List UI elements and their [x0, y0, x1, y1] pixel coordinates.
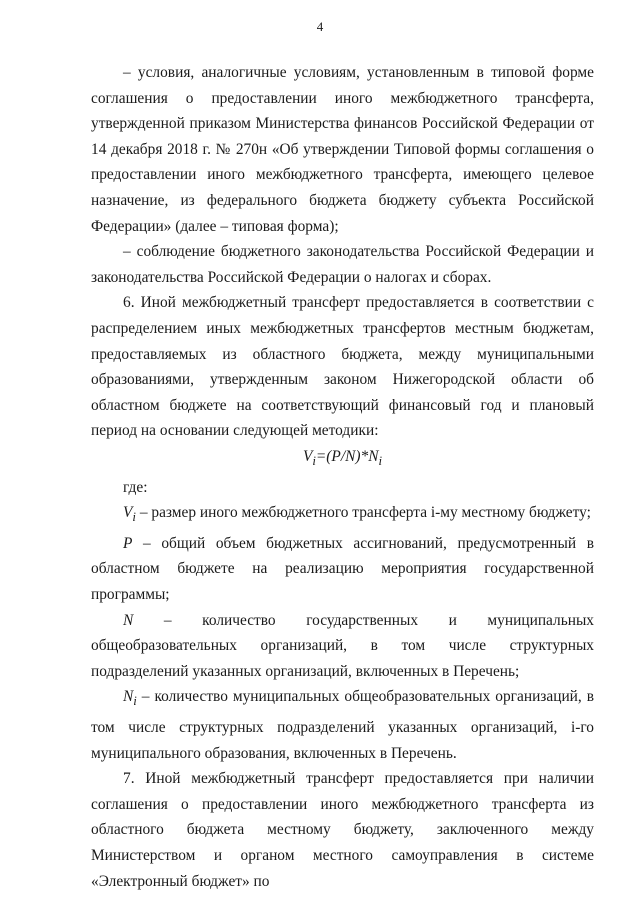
- document-body: [91, 60, 594, 894]
- paragraph-7: 7. Иной межбюджетный трансферт предоставляется при наличии соглашения о предоставлении иного межбюджетного трансферта из областного бюджета местному бюджету, заключенного между Министерством и органом местного самоуправления в системе «Электронный бюджет» по: [91, 770, 594, 890]
- paragraph-conditions: – условия, аналогичные условиям, установленным в типовой форме соглашения о предоставлении иного межбюджетного трансферта, утвержденной приказом Министерства финансов Российской Федерации от 14 декабря 2018 г. № 270н «Об утверждении Типовой формы соглашения о предоставлении иного межбюджетного трансферта, имеющего целевое назначение, из федерального бюджета бюджету субъекта Российской Федерации» (далее – типовая форма);: [91, 64, 594, 235]
- definition-ni: [91, 684, 594, 766]
- paragraph-compliance: – соблюдение бюджетного законодательства Российской Федерации и законодательства Российской Федерации о налогах и сборах.: [91, 243, 594, 286]
- symbol-n: N: [123, 611, 134, 629]
- page-number: 4: [316, 19, 324, 34]
- definition-p: [91, 531, 594, 608]
- definition-p-text: – общий объем бюджетных ассигнований, предусмотренный в областном бюджете на реализацию мероприятия государственной программы;: [91, 534, 594, 604]
- symbol-vi-sub: i: [132, 510, 136, 525]
- definition-vi: [91, 500, 594, 531]
- formula-lhs-sub: i: [312, 453, 316, 468]
- definition-n: [91, 608, 594, 685]
- definition-ni-text: – количество муниципальных общеобразовательных организаций, в том числе структурных подразделений указанных организаций, i-го муниципального образования, включенных в Перечень.: [91, 688, 594, 762]
- formula-lhs: V: [302, 447, 313, 465]
- definition-vi-text: – размер иного межбюджетного трансферта i-му местному бюджету;: [135, 504, 591, 522]
- symbol-ni-sub: i: [133, 694, 137, 709]
- symbol-ni: N: [123, 688, 134, 706]
- formula-rhs: =(P/N)*N: [315, 447, 379, 465]
- symbol-p: P: [123, 534, 133, 552]
- formula-rhs-sub: i: [378, 453, 383, 468]
- formula: [91, 444, 594, 475]
- where-label: где:: [123, 478, 148, 496]
- definition-n-text: – количество государственных и муниципальных общеобразовательных организаций, в том числе структурных подразделений указанных организаций, включенных в Перечень;: [91, 611, 594, 680]
- paragraph-6: 6. Иной межбюджетный трансферт предоставляется в соответствии с распределением иных межбюджетных трансфертов местным бюджетам, предоставляемых из областного бюджета, между муниципальными образованиями, утвержденным законом Нижегородской области об областном бюджете на соответствующий финансовый год и плановый период на основании следующей методики:: [91, 294, 594, 440]
- symbol-vi: V: [123, 504, 133, 522]
